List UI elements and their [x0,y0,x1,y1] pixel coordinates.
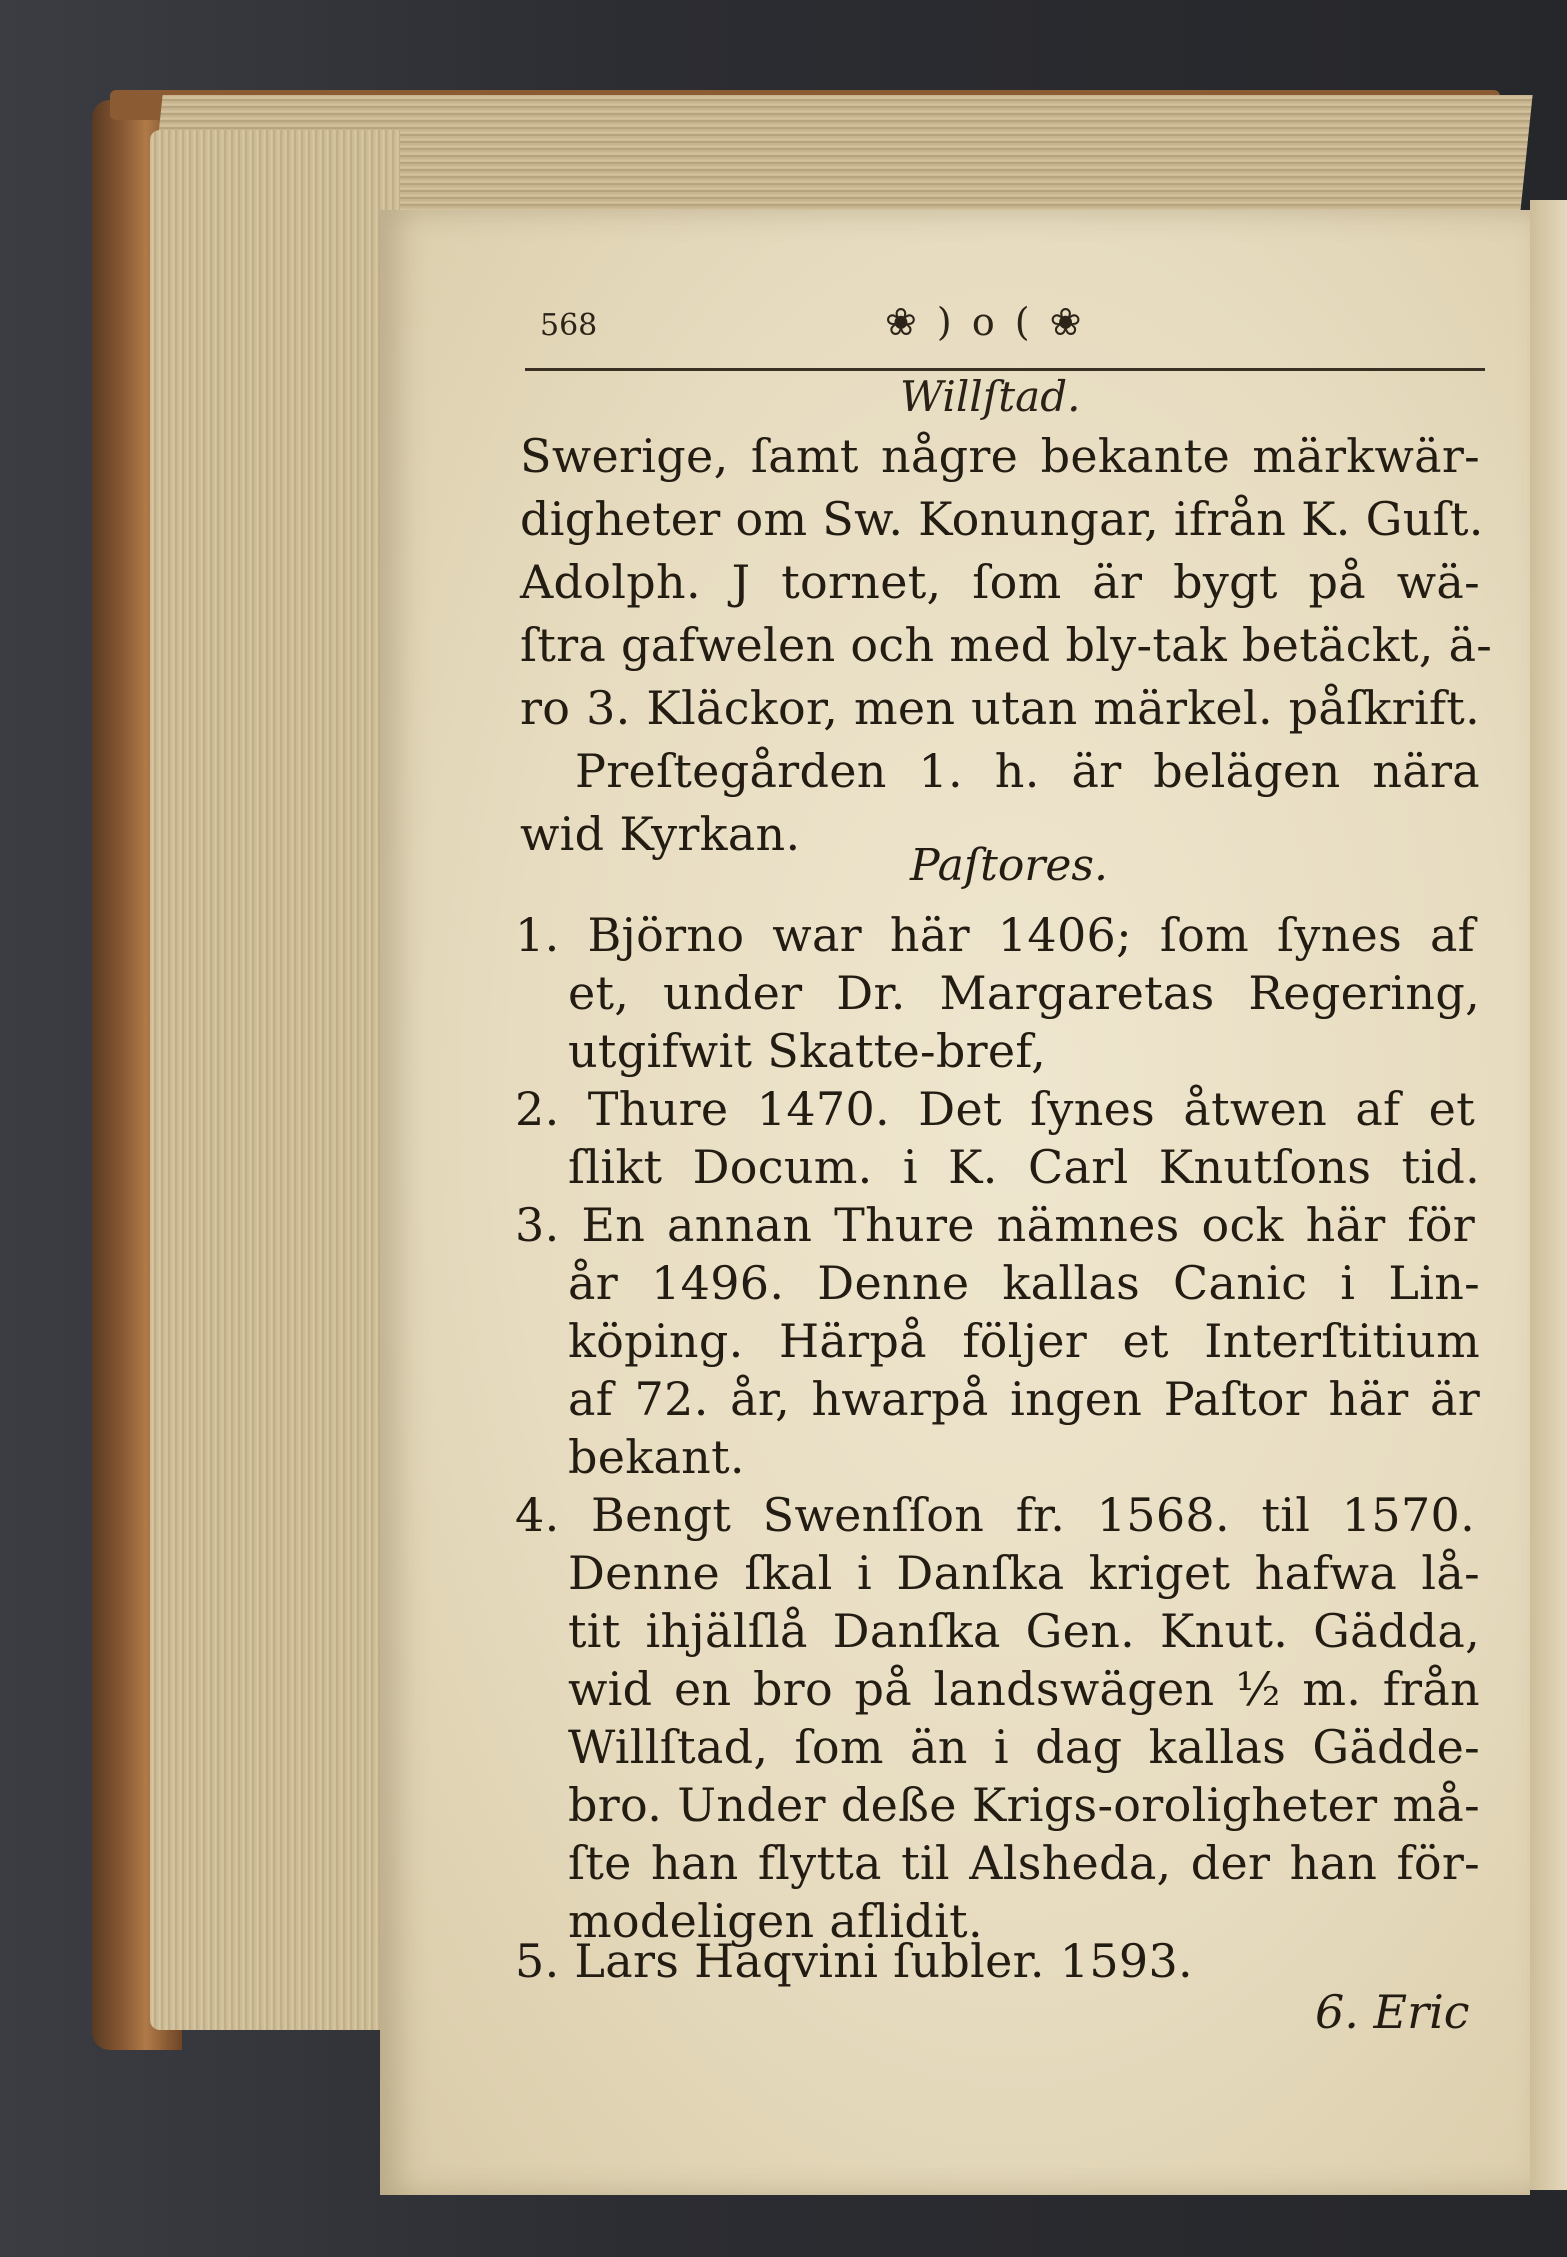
page-header [520,300,1480,360]
page-number: 568 [540,308,598,343]
entry-line: ſlikt Docum. i K. Carl Knutſons tid. [568,1140,1480,1194]
body-line: Adolph. J tornet, ſom är bygt på wä- [520,555,1480,609]
entry-line: Denne ſkal i Danſka kriget hafwa lå- [568,1546,1480,1600]
entry-line: af 72. år, hwarpå ingen Paſtor här är [568,1372,1480,1426]
entry-line: wid en bro på landswägen ½ m. från [568,1662,1480,1716]
entry-line: 5. Lars Haqvini ſubler. 1593. [515,1934,1193,1988]
header-ornament: ❀ ) o ( ❀ [885,300,1086,344]
entry-line: utgifwit Skatte-bref, [568,1024,1047,1078]
facing-page-edge [1530,200,1567,2190]
body-line: ro 3. Kläckor, men utan märkel. påſkrift. [520,681,1480,735]
entry-line: tit ihjälſlå Danſka Gen. Knut. Gädda, [568,1604,1480,1658]
entry-line: 3. En annan Thure nämnes ock här för [515,1198,1475,1252]
catchword: 6. Eric [1315,1985,1470,2039]
entry-line: köping. Härpå följer et Interſtitium [568,1314,1480,1368]
entry-line: 2. Thure 1470. Det ſynes åtwen af et [515,1082,1475,1136]
page-edges-left [150,130,400,2030]
entry-line: bekant. [568,1430,745,1484]
pastores-heading: Paſtores. [910,840,1108,891]
body-line: ſtra gafwelen och med bly-tak betäckt, ä- [520,618,1493,672]
entry-line: modeligen aflidit. [568,1894,983,1948]
body-line: Swerige, ſamt någre bekante märkwär- [520,429,1480,483]
entry-line: 4. Bengt Swenſſon fr. 1568. til 1570. [515,1488,1475,1542]
body-line: wid Kyrkan. [520,807,801,861]
entry-line: ſte han flytta til Alsheda, der han för- [568,1836,1480,1890]
entry-line: år 1496. Denne kallas Canic i Lin- [568,1256,1480,1310]
place-heading: Willſtad. [900,372,1081,421]
body-line: Preſtegården 1. h. är belägen nära [575,744,1480,798]
header-rule [525,368,1485,371]
entry-line: bro. Under deße Krigs-oroligheter må- [568,1778,1480,1832]
body-line: digheter om Sw. Konungar, ifrån K. Guſt. [520,492,1484,546]
entry-line: et, under Dr. Margaretas Regering, [568,966,1480,1020]
entry-line: Willſtad, ſom än i dag kallas Gädde- [568,1720,1480,1774]
entry-line: 1. Björno war här 1406; ſom ſynes af [515,908,1475,962]
